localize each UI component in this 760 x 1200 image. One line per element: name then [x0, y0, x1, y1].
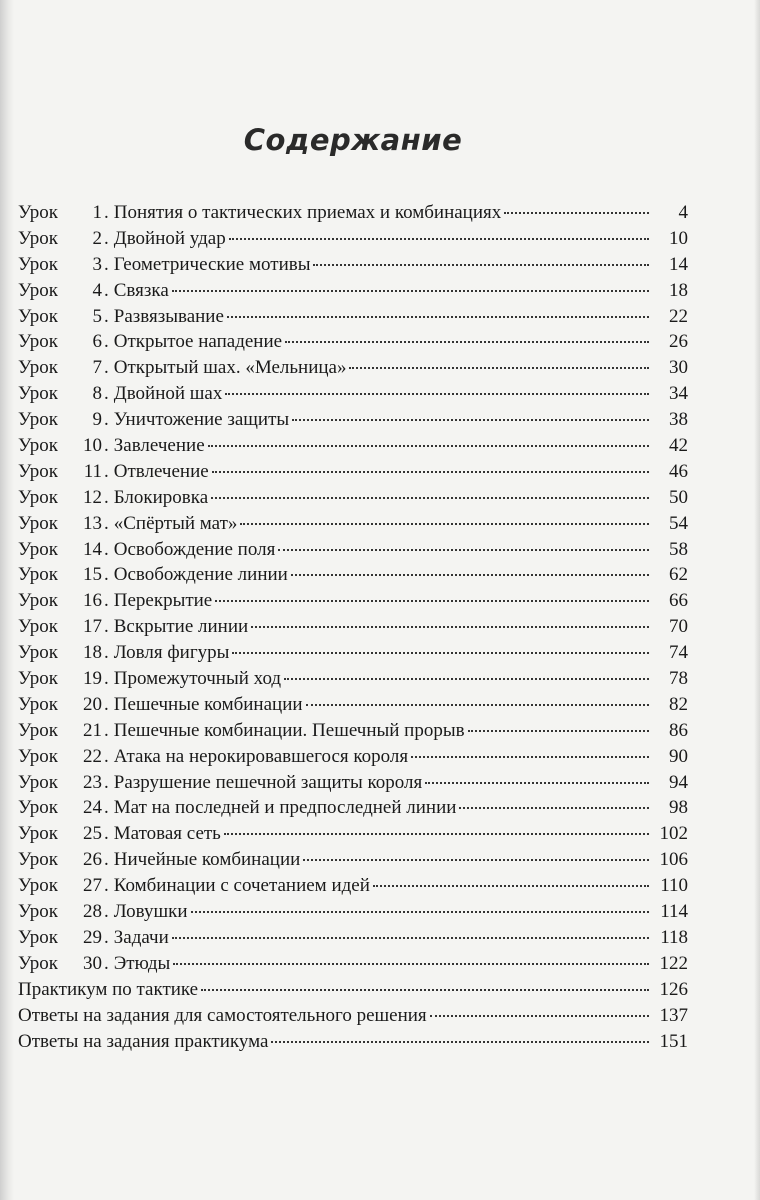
toc-entry-lesson-26 [18, 847, 688, 873]
page-number: 94 [669, 771, 688, 793]
page-number: 18 [669, 279, 688, 301]
page-number: 14 [669, 253, 688, 275]
lesson-number: 22 [83, 745, 102, 767]
lesson-number-dot: . [104, 383, 109, 405]
lesson-title: Пешечные комбинации [113, 693, 303, 715]
appendix-title: Ответы на задания практикума [18, 1030, 269, 1052]
toc-entry-lesson-25 [18, 821, 688, 847]
lesson-number: 17 [83, 616, 102, 638]
lesson-number-dot: . [104, 460, 109, 482]
toc-entry-lesson-10 [18, 433, 688, 459]
page-number: 118 [660, 926, 688, 948]
lesson-word: Урок [18, 202, 59, 223]
lesson-number: 23 [83, 771, 102, 793]
lesson-number-dot: . [104, 305, 109, 327]
toc-entry-lesson-16 [18, 588, 688, 614]
lesson-number-dot: . [104, 693, 109, 715]
table-of-contents [18, 200, 688, 1054]
page-number: 50 [669, 486, 688, 508]
lesson-number-dot: . [104, 952, 109, 974]
lesson-number-dot: . [104, 538, 109, 560]
dot-leader [313, 264, 649, 266]
toc-entry-lesson-15 [18, 562, 688, 588]
lesson-number-dot: . [104, 616, 109, 638]
page-number: 114 [660, 901, 688, 923]
dot-leader [229, 238, 649, 240]
lesson-number-dot: . [104, 279, 109, 301]
lesson-title: Ловля фигуры [113, 642, 230, 664]
dot-leader [215, 600, 649, 602]
page-number: 22 [669, 305, 688, 327]
lesson-title: Геометрические мотивы [113, 253, 311, 275]
lesson-word: Урок [18, 642, 59, 664]
page-number: 90 [669, 745, 688, 767]
lesson-title: Атака на нерокировавшегося короля [113, 745, 409, 767]
lesson-title: Ловушки [113, 901, 188, 923]
toc-entry-lesson-12 [18, 485, 688, 511]
lesson-number-dot: . [104, 409, 109, 431]
lesson-word: Урок [18, 486, 59, 508]
page-number: 78 [669, 668, 688, 690]
lesson-number: 28 [83, 901, 102, 923]
lesson-number-dot: . [104, 901, 109, 923]
lesson-title: Отвлечение [113, 460, 209, 482]
lesson-word: Урок [18, 512, 59, 534]
lesson-word: Урок [18, 823, 59, 845]
lesson-word: Урок [18, 849, 59, 871]
lesson-number-dot: . [104, 849, 109, 871]
lesson-number-dot: . [104, 564, 109, 586]
lesson-word: Урок [18, 279, 59, 301]
page-number: 106 [659, 849, 688, 871]
lesson-title: Развязывание [113, 305, 224, 327]
page-number: 54 [669, 512, 688, 534]
toc-entry-lesson-6 [18, 329, 688, 355]
lesson-word: Урок [18, 926, 59, 948]
dot-leader [306, 704, 649, 706]
lesson-title: Ничейные комбинации [113, 849, 301, 871]
toc-entry-lesson-11 [18, 459, 688, 485]
page-number: 46 [669, 460, 688, 482]
lesson-number: 12 [83, 486, 102, 508]
lesson-title: Комбинации с сочетанием идей [113, 875, 370, 897]
page-number: 70 [669, 616, 688, 638]
lesson-number: 29 [83, 926, 102, 948]
toc-entry-lesson-8 [18, 381, 688, 407]
lesson-word: Урок [18, 875, 59, 897]
lesson-word: Урок [18, 693, 59, 715]
lesson-number-dot: . [104, 719, 109, 741]
dot-leader [211, 497, 649, 499]
page-number: 102 [659, 823, 688, 845]
toc-entry-lesson-19 [18, 666, 688, 692]
lesson-word: Урок [18, 771, 59, 793]
dot-leader [240, 523, 649, 525]
lesson-word: Урок [18, 952, 59, 974]
toc-entry-lesson-18 [18, 640, 688, 666]
lesson-word: Урок [18, 331, 59, 353]
lesson-title: Блокировка [113, 486, 209, 508]
toc-entry-lesson-4 [18, 278, 688, 304]
lesson-number: 14 [83, 538, 102, 560]
toc-entry-lesson-23 [18, 770, 688, 796]
page-number: 10 [669, 227, 688, 249]
dot-leader [459, 807, 649, 809]
lesson-number: 10 [83, 435, 102, 457]
lesson-number: 3 [92, 253, 102, 275]
lesson-number-dot: . [104, 202, 109, 223]
page-number: 42 [669, 435, 688, 457]
lesson-word: Урок [18, 745, 59, 767]
dot-leader [292, 419, 649, 421]
page-number: 151 [659, 1030, 688, 1052]
page-number: 38 [669, 409, 688, 431]
toc-entry-lesson-24 [18, 795, 688, 821]
toc-entry-lesson-1 [18, 200, 688, 226]
page-number: 58 [669, 538, 688, 560]
lesson-word: Урок [18, 409, 59, 431]
lesson-title: Открытый шах. «Мельница» [113, 357, 347, 379]
lesson-title: Задачи [113, 926, 169, 948]
lesson-number: 5 [92, 305, 102, 327]
lesson-word: Урок [18, 719, 59, 741]
page-number: 34 [669, 383, 688, 405]
lesson-title: Понятия о тактических приемах и комбинациях [113, 202, 502, 223]
toc-entry-lesson-17 [18, 614, 688, 640]
dot-leader [225, 393, 649, 395]
toc-entry-appendix-3 [18, 1029, 688, 1055]
lesson-number: 30 [83, 952, 102, 974]
lesson-number: 2 [92, 227, 102, 249]
page-edge [754, 0, 760, 1200]
lesson-number: 6 [92, 331, 102, 353]
dot-leader [224, 833, 649, 835]
lesson-number: 11 [83, 460, 102, 482]
lesson-title: Вскрытие линии [113, 616, 249, 638]
page-number: 30 [669, 357, 688, 379]
lesson-word: Урок [18, 435, 59, 457]
page-number: 4 [678, 202, 688, 223]
toc-entry-lesson-28 [18, 899, 688, 925]
toc-entry-lesson-29 [18, 925, 688, 951]
lesson-number-dot: . [104, 227, 109, 249]
lesson-number: 27 [83, 875, 102, 897]
page-number: 98 [669, 797, 688, 819]
dot-leader [251, 626, 649, 628]
toc-entry-lesson-21 [18, 718, 688, 744]
dot-leader [504, 212, 649, 214]
lesson-title: Связка [113, 279, 169, 301]
dot-leader [303, 859, 649, 861]
lesson-word: Урок [18, 797, 59, 819]
dot-leader [411, 756, 649, 758]
lesson-word: Урок [18, 383, 59, 405]
dot-leader [468, 730, 649, 732]
dot-leader [201, 989, 649, 991]
lesson-number-dot: . [104, 771, 109, 793]
lesson-word: Урок [18, 460, 59, 482]
appendix-title: Практикум по тактике [18, 978, 199, 1000]
dot-leader [227, 316, 649, 318]
lesson-title: Освобождение поля [113, 538, 276, 560]
lesson-word: Урок [18, 901, 59, 923]
lesson-word: Урок [18, 538, 59, 560]
lesson-number: 4 [92, 279, 102, 301]
toc-entry-lesson-2 [18, 226, 688, 252]
lesson-number: 7 [92, 357, 102, 379]
toc-entry-lesson-3 [18, 252, 688, 278]
dot-leader [291, 574, 649, 576]
lesson-title: Перекрытие [113, 590, 213, 612]
lesson-word: Урок [18, 227, 59, 249]
toc-entry-lesson-14 [18, 537, 688, 563]
lesson-number-dot: . [104, 512, 109, 534]
lesson-number-dot: . [104, 875, 109, 897]
lesson-number-dot: . [104, 668, 109, 690]
toc-entry-lesson-5 [18, 304, 688, 330]
lesson-title: Завлечение [113, 435, 205, 457]
dot-leader [212, 471, 649, 473]
lesson-number: 1 [92, 202, 102, 223]
lesson-number-dot: . [104, 642, 109, 664]
lesson-number: 25 [83, 823, 102, 845]
lesson-number: 19 [83, 668, 102, 690]
lesson-number: 8 [92, 383, 102, 405]
lesson-number-dot: . [104, 823, 109, 845]
lesson-word: Урок [18, 590, 59, 612]
toc-entry-lesson-7 [18, 355, 688, 381]
page-number: 26 [669, 331, 688, 353]
dot-leader [425, 782, 649, 784]
dot-leader [278, 549, 649, 551]
dot-leader [284, 678, 649, 680]
lesson-number: 13 [83, 512, 102, 534]
lesson-number-dot: . [104, 745, 109, 767]
dot-leader [430, 1015, 649, 1017]
page-number: 66 [669, 590, 688, 612]
lesson-title: Этюды [113, 952, 171, 974]
page-number: 86 [669, 719, 688, 741]
lesson-title: Мат на последней и предпоследней линии [113, 797, 457, 819]
lesson-number: 18 [83, 642, 102, 664]
toc-entry-appendix-1 [18, 977, 688, 1003]
toc-entry-lesson-13 [18, 511, 688, 537]
lesson-number: 15 [83, 564, 102, 586]
lesson-number: 16 [83, 590, 102, 612]
dot-leader [349, 367, 649, 369]
dot-leader [172, 937, 649, 939]
lesson-number: 20 [83, 693, 102, 715]
lesson-number-dot: . [104, 797, 109, 819]
lesson-title: Двойной шах [113, 383, 223, 405]
lesson-number: 9 [92, 409, 102, 431]
lesson-number-dot: . [104, 357, 109, 379]
lesson-word: Урок [18, 668, 59, 690]
lesson-word: Урок [18, 305, 59, 327]
toc-entry-lesson-22 [18, 744, 688, 770]
lesson-number-dot: . [104, 590, 109, 612]
page-title: Содержание [243, 123, 463, 158]
dot-leader [285, 341, 649, 343]
lesson-word: Урок [18, 616, 59, 638]
dot-leader [173, 963, 649, 965]
lesson-number: 26 [83, 849, 102, 871]
lesson-title: Уничтожение защиты [113, 409, 290, 431]
lesson-word: Урок [18, 253, 59, 275]
dot-leader [191, 911, 649, 913]
lesson-number: 21 [83, 719, 102, 741]
dot-leader [232, 652, 649, 654]
lesson-title: Освобождение линии [113, 564, 288, 586]
lesson-number-dot: . [104, 331, 109, 353]
lesson-title: Разрушение пешечной защиты короля [113, 771, 423, 793]
page-binding-shadow [0, 0, 14, 1200]
dot-leader [271, 1041, 649, 1043]
page-number: 110 [660, 875, 688, 897]
appendix-title: Ответы на задания для самостоятельного решения [18, 1004, 427, 1026]
page-number: 137 [659, 1004, 688, 1026]
lesson-number-dot: . [104, 486, 109, 508]
page-number: 122 [659, 952, 688, 974]
toc-entry-lesson-30 [18, 951, 688, 977]
toc-entry-lesson-20 [18, 692, 688, 718]
lesson-number: 24 [83, 797, 102, 819]
lesson-title: «Спёртый мат» [113, 512, 238, 534]
page-number: 62 [669, 564, 688, 586]
lesson-title: Промежуточный ход [113, 668, 282, 690]
dot-leader [373, 885, 649, 887]
toc-entry-lesson-9 [18, 407, 688, 433]
lesson-word: Урок [18, 564, 59, 586]
toc-entry-lesson-27 [18, 873, 688, 899]
dot-leader [208, 445, 649, 447]
lesson-number-dot: . [104, 926, 109, 948]
lesson-word: Урок [18, 357, 59, 379]
lesson-title: Открытое нападение [113, 331, 283, 353]
lesson-title: Двойной удар [113, 227, 226, 249]
lesson-title: Матовая сеть [113, 823, 221, 845]
lesson-number-dot: . [104, 435, 109, 457]
lesson-title: Пешечные комбинации. Пешечный прорыв [113, 719, 465, 741]
lesson-number-dot: . [104, 253, 109, 275]
page-number: 126 [659, 978, 688, 1000]
page-number: 74 [669, 642, 688, 664]
toc-entry-appendix-2 [18, 1003, 688, 1029]
dot-leader [172, 290, 649, 292]
page-number: 82 [669, 693, 688, 715]
